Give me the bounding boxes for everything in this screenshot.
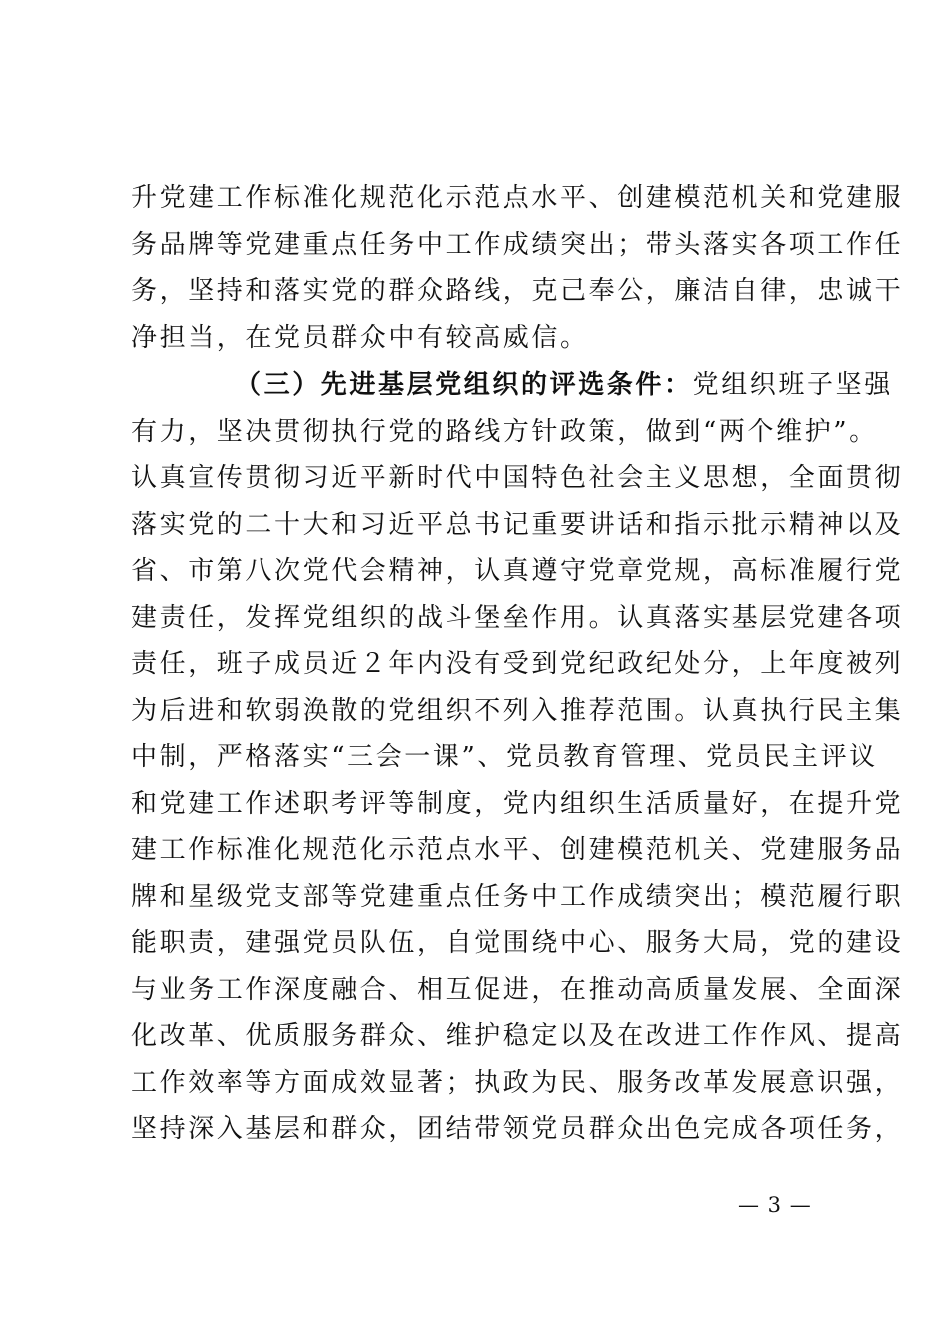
text-line: 省、市第八次党代会精神，认真遵守党章党规，高标准履行党 bbox=[131, 556, 904, 586]
text-line: 建责任，发挥党组织的战斗堡垒作用。认真落实基层党建各项 bbox=[131, 602, 904, 633]
text-line: 和党建工作述职考评等制度，党内组织生活质量好，在提升党 bbox=[131, 788, 904, 819]
text-line: 升党建工作标准化规范化示范点水平、创建模范机关和党建服 bbox=[131, 183, 904, 213]
text-line: 落实党的二十大和习近平总书记重要讲话和指示批示精神以及 bbox=[131, 509, 904, 540]
text-line: 务品牌等党建重点任务中工作成绩突出；带头落实各项工作任 bbox=[131, 229, 904, 260]
page-number: — 3 — bbox=[738, 1193, 812, 1217]
text-line: 工作效率等方面成效显著；执政为民、服务改革发展意识强， bbox=[131, 1067, 904, 1098]
paragraph-continued bbox=[131, 175, 904, 361]
text-line: 认真宣传贯彻习近平新时代中国特色社会主义思想，全面贯彻 bbox=[131, 463, 904, 493]
section-first-line bbox=[131, 362, 893, 409]
text-line: 坚持深入基层和群众，团结带领党员群众出色完成各项任务， bbox=[131, 1114, 904, 1144]
text-line: 净担当，在党员群众中有较高威信。 bbox=[131, 322, 589, 353]
text-line: 有力，坚决贯彻执行党的路线方针政策，做到“两个维护”。 bbox=[131, 416, 878, 447]
text-line: 建工作标准化规范化示范点水平、创建模范机关、党建服务品 bbox=[131, 835, 904, 865]
section-first-line-text: 党组织班子坚强 bbox=[692, 370, 893, 400]
section-heading: （三）先进基层党组织的评选条件： bbox=[235, 370, 693, 400]
section-three-paragraph bbox=[131, 362, 904, 1153]
text-line: 责任，班子成员近２年内没有受到党纪政纪处分，上年度被列 bbox=[131, 649, 904, 679]
text-line: 务，坚持和落实党的群众路线，克己奉公，廉洁自律，忠诚干 bbox=[131, 276, 904, 306]
text-line: 能职责，建强党员队伍，自觉围绕中心、服务大局，党的建设 bbox=[131, 928, 904, 958]
text-line: 为后进和软弱涣散的党组织不列入推荐范围。认真执行民主集 bbox=[131, 695, 904, 726]
text-line: 与业务工作深度融合、相互促进，在推动高质量发展、全面深 bbox=[131, 974, 904, 1005]
text-line: 牌和星级党支部等党建重点任务中工作成绩突出；模范履行职 bbox=[131, 881, 904, 912]
text-line: 化改革、优质服务群众、维护稳定以及在改进工作作风、提高 bbox=[131, 1021, 904, 1051]
text-line: 中制，严格落实“三会一课”、党员教育管理、党员民主评议 bbox=[131, 742, 878, 772]
